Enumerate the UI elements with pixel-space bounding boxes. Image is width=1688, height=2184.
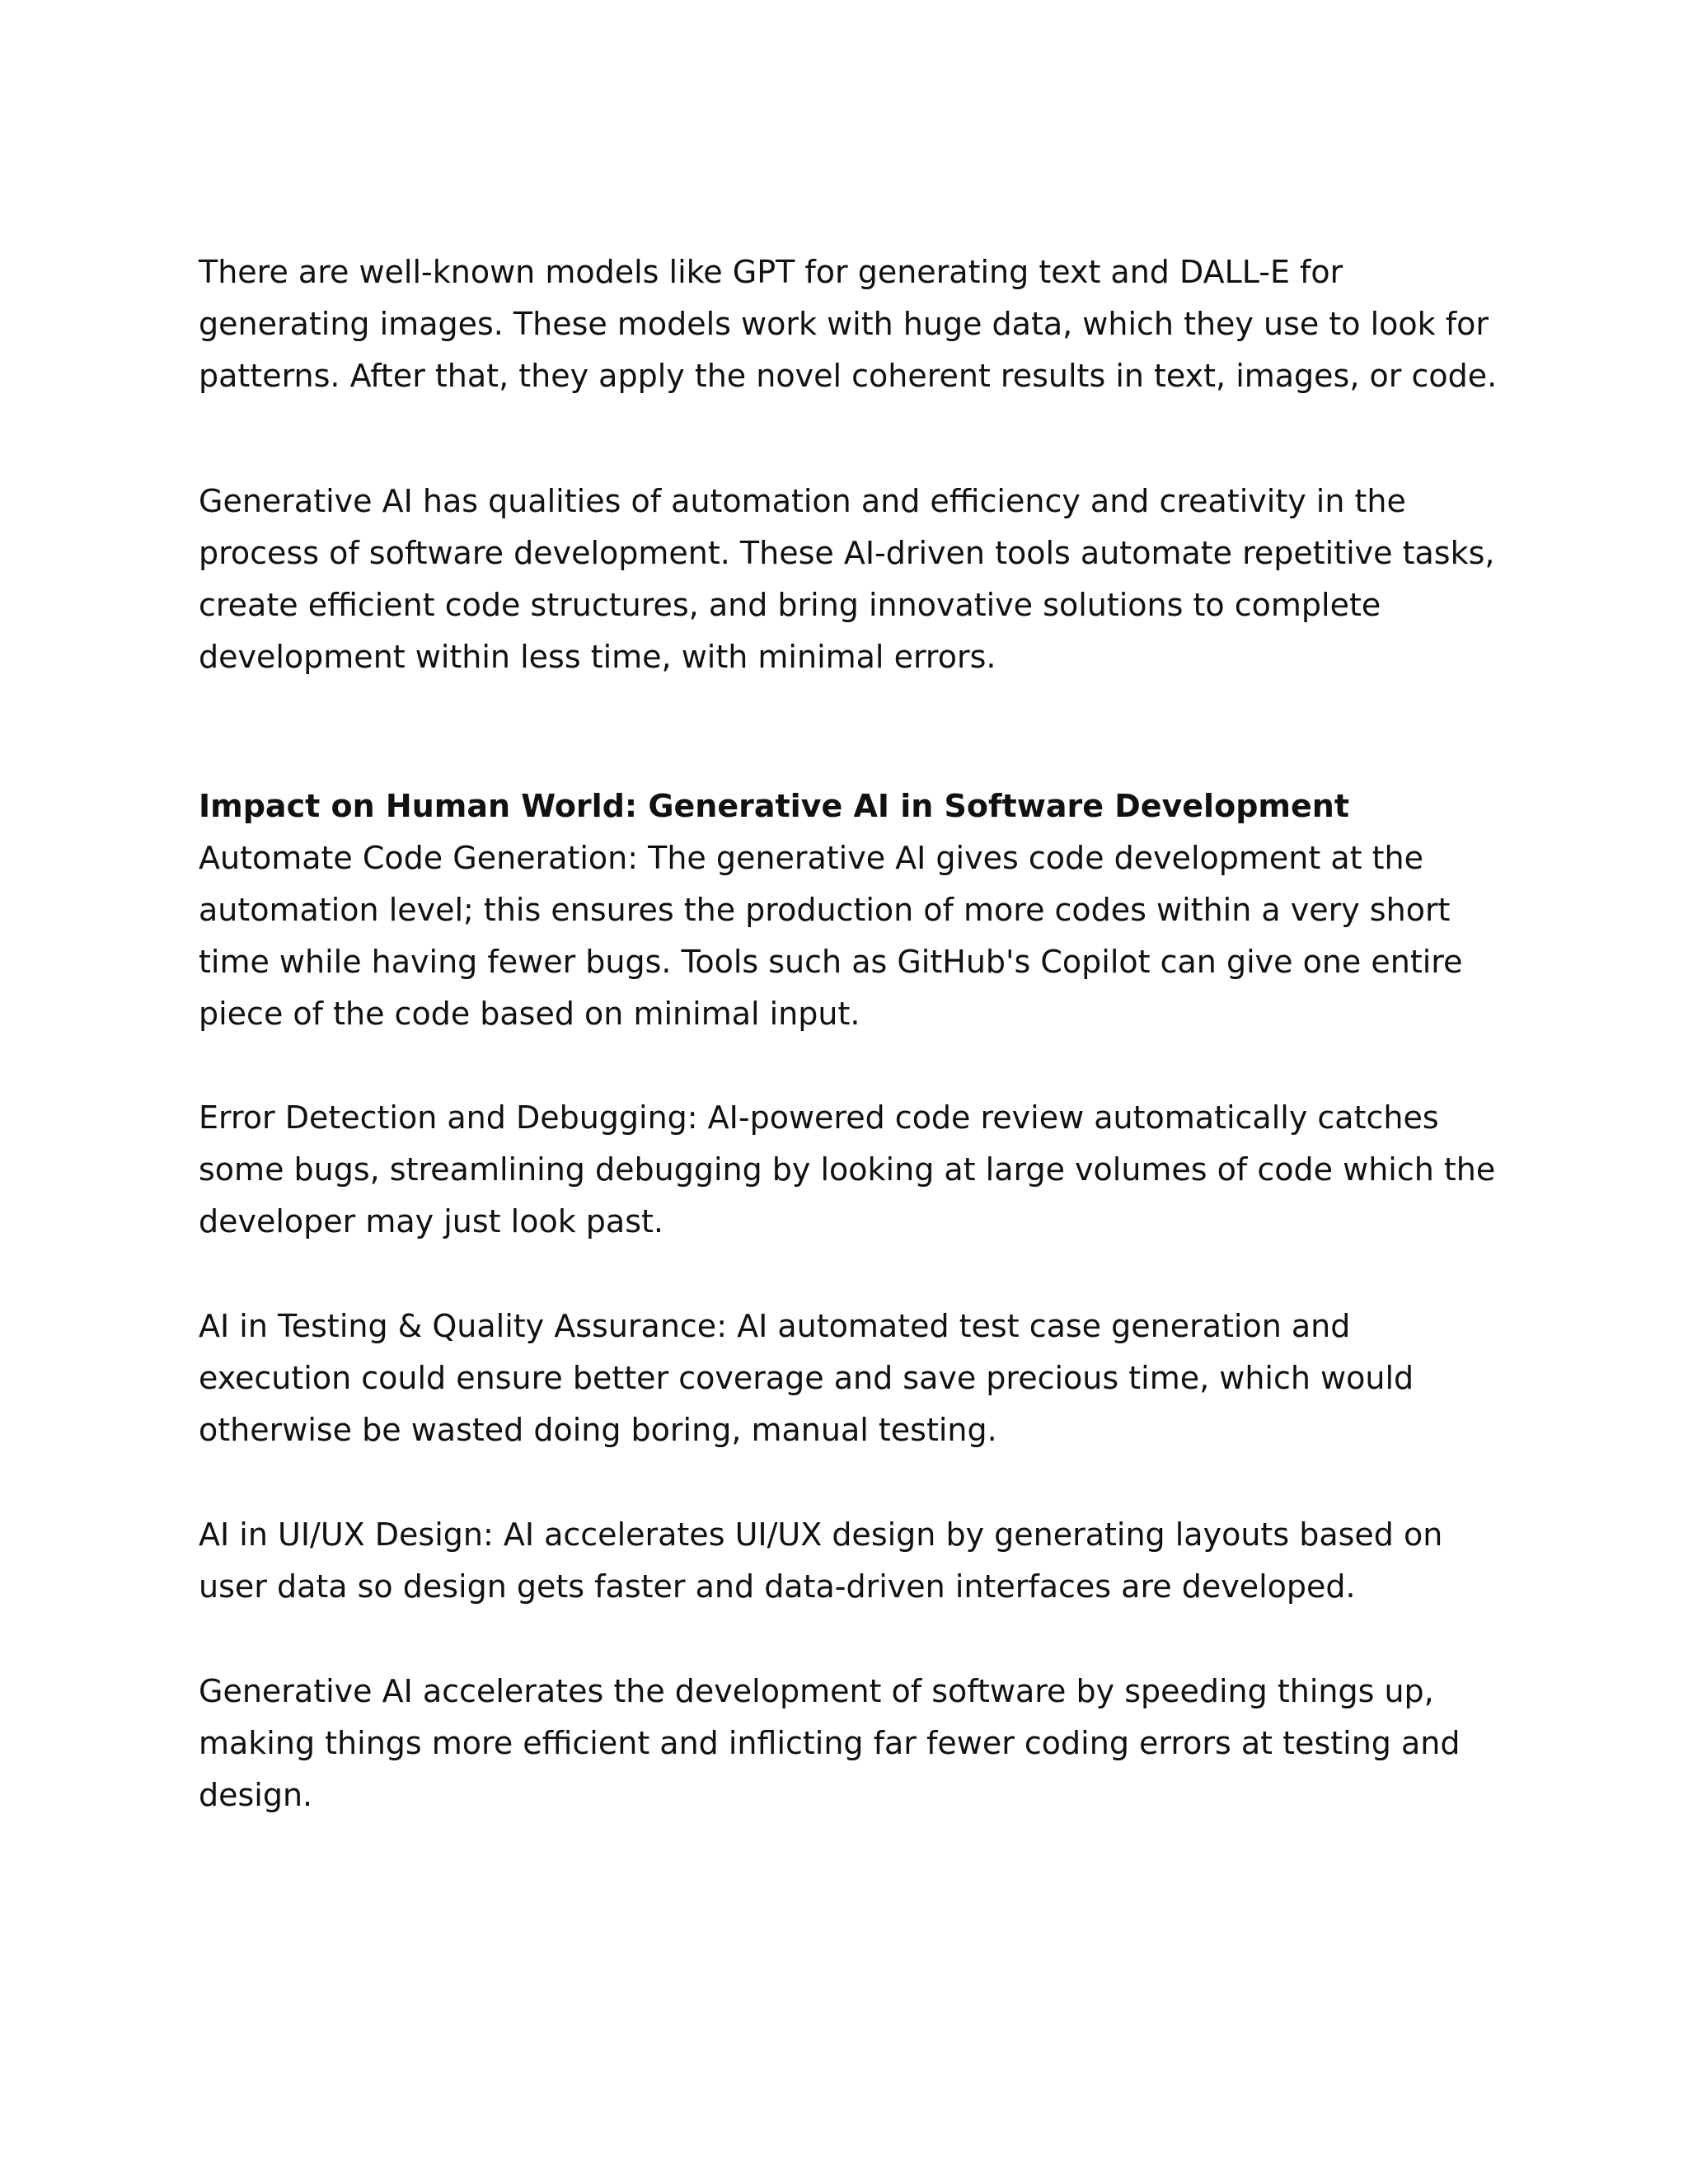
paragraph-line: create efficient code structures, and bring innovative solutions to complete [199, 587, 1381, 623]
paragraph-line: process of software development. These AI-driven tools automate repetitive tasks, [199, 535, 1495, 571]
paragraph-line: patterns. After that, they apply the novel coherent results in text, images, or code. [199, 358, 1498, 394]
ui-ux-paragraph [199, 1509, 1501, 1613]
paragraph-line: generating images. These models work with huge data, which they use to look for [199, 306, 1489, 342]
paragraph-line: some bugs, streamlining debugging by looking at large volumes of code which the [199, 1151, 1496, 1188]
paragraph-line: AI in UI/UX Design: AI accelerates UI/UX design by generating layouts based on [199, 1516, 1443, 1553]
paragraph-line: Generative AI has qualities of automation and efficiency and creativity in the [199, 483, 1406, 519]
paragraph-line: There are well-known models like GPT for generating text and DALL-E for [199, 254, 1343, 290]
paragraph-line: otherwise be wasted doing boring, manual testing. [199, 1412, 997, 1448]
paragraph-line: making things more efficient and inflicting far fewer coding errors at testing and [199, 1725, 1461, 1761]
paragraph-line: development within less time, with minimal errors. [199, 639, 996, 675]
intro-models-paragraph [199, 246, 1501, 402]
paragraph-line: time while having fewer bugs. Tools such as GitHub's Copilot can give one entire [199, 944, 1463, 980]
error-detection-paragraph [199, 1092, 1501, 1248]
qualities-paragraph [199, 476, 1501, 683]
paragraph-line: Generative AI accelerates the development of software by speeding things up, [199, 1673, 1434, 1709]
conclusion-paragraph [199, 1666, 1501, 1821]
paragraph-line: developer may just look past. [199, 1203, 663, 1240]
paragraph-line: design. [199, 1777, 313, 1813]
paragraph-line: execution could ensure better coverage and save precious time, which would [199, 1360, 1414, 1396]
paragraph-line: automation level; this ensures the production of more codes within a very short [199, 892, 1451, 928]
paragraph-line: Automate Code Generation: The generative AI gives code development at the [199, 840, 1423, 876]
testing-qa-paragraph [199, 1301, 1501, 1456]
paragraph-line: AI in Testing & Quality Assurance: AI automated test case generation and [199, 1308, 1351, 1344]
paragraph-line: user data so design gets faster and data-driven interfaces are developed. [199, 1568, 1356, 1605]
paragraph-line: Error Detection and Debugging: AI-powered code review automatically catches [199, 1099, 1439, 1136]
impact-section [199, 780, 1501, 1040]
impact-heading: Impact on Human World: Generative AI in Software Development [199, 788, 1349, 824]
paragraph-line: piece of the code based on minimal input. [199, 996, 860, 1032]
